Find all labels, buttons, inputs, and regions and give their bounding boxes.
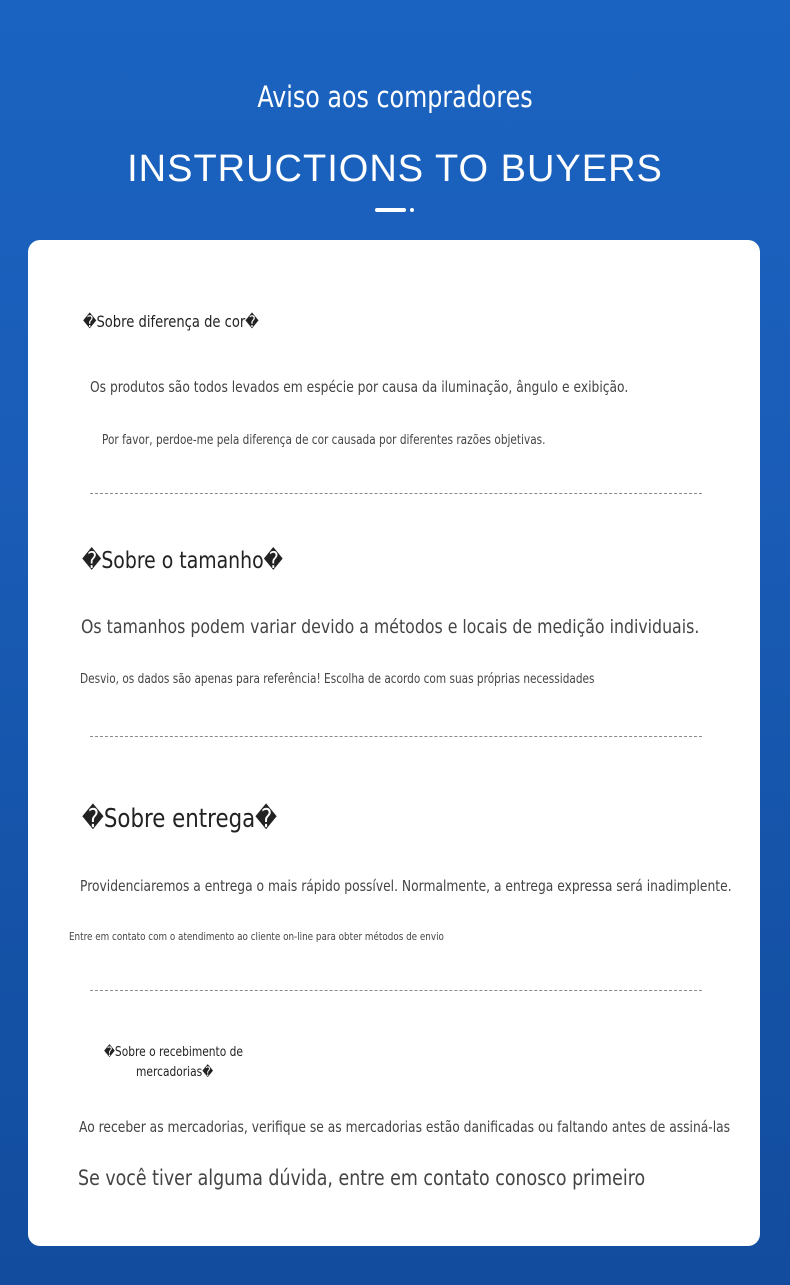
section-heading-delivery: �Sobre entrega�: [82, 804, 278, 834]
section-divider: [90, 493, 702, 494]
section-divider: [90, 736, 702, 737]
section-text-size-2: Desvio, os dados são apenas para referência! Escolha de acordo com suas próprias necessidades: [80, 672, 595, 687]
decoration-bar: [375, 208, 406, 212]
section-text-size-1: Os tamanhos podem variar devido a métodos e locais de medição individuais.: [81, 616, 700, 638]
section-text-color-2: Por favor, perdoe-me pela diferença de cor causada por diferentes razões objetivas.: [102, 433, 546, 448]
header-title: Aviso aos compradores: [257, 80, 533, 114]
section-text-receiving-1: Ao receber as mercadorias, verifique se as mercadorias estão danificadas ou faltando antes de assiná-las: [79, 1118, 731, 1136]
decoration-dot: [410, 208, 414, 212]
notice-card: [28, 240, 760, 1246]
section-heading-receiving-2: mercadorias�: [136, 1065, 214, 1080]
section-text-receiving-2: Se você tiver alguma dúvida, entre em contato conosco primeiro: [78, 1166, 646, 1190]
header-subtitle: INSTRUCTIONS TO BUYERS: [127, 148, 663, 190]
section-heading-size: �Sobre o tamanho�: [82, 548, 283, 574]
section-heading-receiving-1: �Sobre o recebimento de: [104, 1045, 243, 1060]
section-text-delivery-2: Entre em contato com o atendimento ao cliente on-line para obter métodos de envio: [69, 930, 444, 943]
section-heading-color: �Sobre diferença de cor�: [83, 312, 259, 331]
section-text-color-1: Os produtos são todos levados em espécie por causa da iluminação, ângulo e exibição.: [90, 378, 629, 396]
section-text-delivery-1: Providenciaremos a entrega o mais rápido possível. Normalmente, a entrega expressa será inadimplente.: [80, 877, 732, 895]
header-decoration: [375, 208, 415, 212]
section-divider: [90, 990, 702, 991]
